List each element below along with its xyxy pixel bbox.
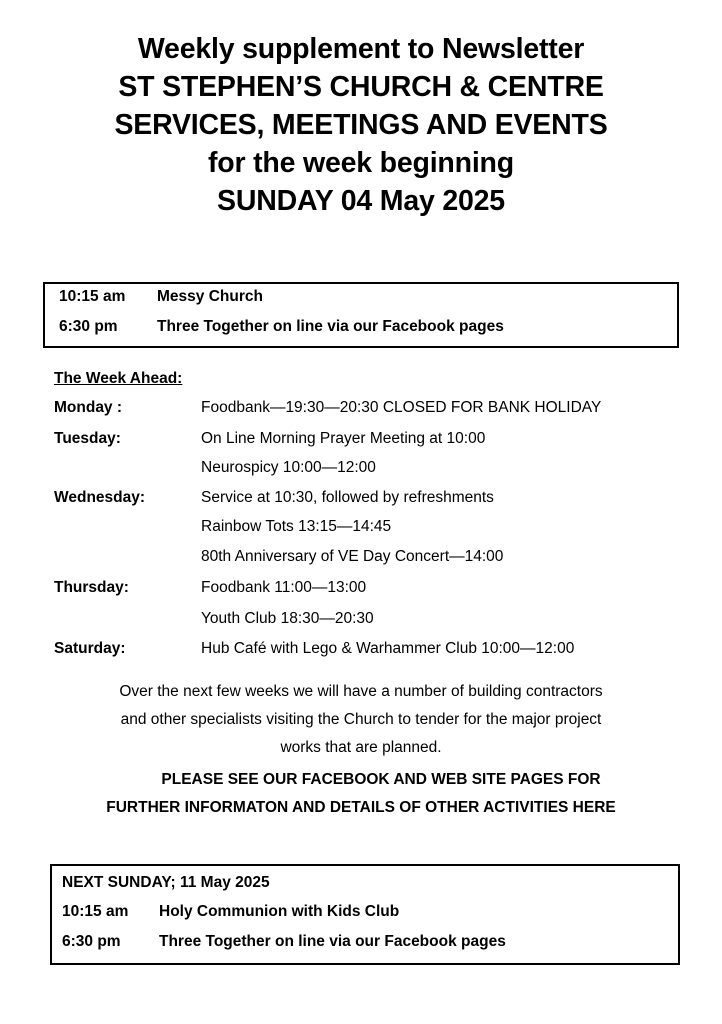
notice-line: PLEASE SEE OUR FACEBOOK AND WEB SITE PAGES FOR: [161, 771, 601, 788]
service-time: 10:15 am: [59, 288, 126, 305]
service-title: Holy Communion with Kids Club: [159, 903, 400, 920]
service-time: 10:15 am: [62, 903, 129, 920]
notice-line: and other specialists visiting the Church to tender for the major project: [120, 711, 602, 728]
event-item: Neurospicy 10:00—12:00: [201, 459, 376, 476]
event-item: On Line Morning Prayer Meeting at 10:00: [201, 430, 486, 447]
event-item: Service at 10:30, followed by refreshments: [201, 489, 494, 506]
title-line: ST STEPHEN’S CHURCH & CENTRE: [118, 71, 604, 103]
event-item: Foodbank 11:00—13:00: [201, 579, 367, 596]
facebook-notice: [40, 766, 682, 822]
title-line: SUNDAY 04 May 2025: [217, 185, 505, 217]
event-item: 80th Anniversary of VE Day Concert—14:00: [201, 548, 504, 565]
service-title: Three Together on line via our Facebook pages: [157, 318, 504, 335]
notice-line: FURTHER INFORMATON AND DETAILS OF OTHER ACTIVITIES HERE: [106, 799, 616, 816]
week-ahead-heading: The Week Ahead:: [54, 370, 183, 387]
notice-line: Over the next few weeks we will have a number of building contractors: [119, 683, 603, 700]
service-title: Messy Church: [157, 288, 263, 305]
service-time: 6:30 pm: [59, 318, 118, 335]
day-label-wednesday: Wednesday:: [54, 489, 146, 506]
day-label-monday: Monday :: [54, 399, 123, 416]
page-title: [40, 30, 682, 220]
event-item: Hub Café with Lego & Warhammer Club 10:00—12:00: [201, 640, 575, 657]
title-line: SERVICES, MEETINGS AND EVENTS: [114, 109, 608, 141]
next-sunday-services-box: [50, 864, 680, 965]
title-line: Weekly supplement to Newsletter: [137, 33, 585, 65]
day-label-tuesday: Tuesday:: [54, 430, 121, 447]
this-sunday-services-box: [43, 282, 679, 348]
service-time: 6:30 pm: [62, 933, 121, 950]
service-title: Three Together on line via our Facebook pages: [159, 933, 506, 950]
contractors-notice: [40, 678, 682, 762]
event-item: Youth Club 18:30—20:30: [201, 610, 374, 627]
event-item: Foodbank—19:30—20:30 CLOSED FOR BANK HOLIDAY: [201, 399, 602, 416]
title-line: for the week beginning: [208, 147, 514, 179]
day-label-thursday: Thursday:: [54, 579, 129, 596]
next-sunday-heading: NEXT SUNDAY; 11 May 2025: [62, 874, 270, 891]
event-item: Rainbow Tots 13:15—14:45: [201, 518, 392, 535]
notice-line: works that are planned.: [280, 739, 442, 756]
day-label-saturday: Saturday:: [54, 640, 126, 657]
